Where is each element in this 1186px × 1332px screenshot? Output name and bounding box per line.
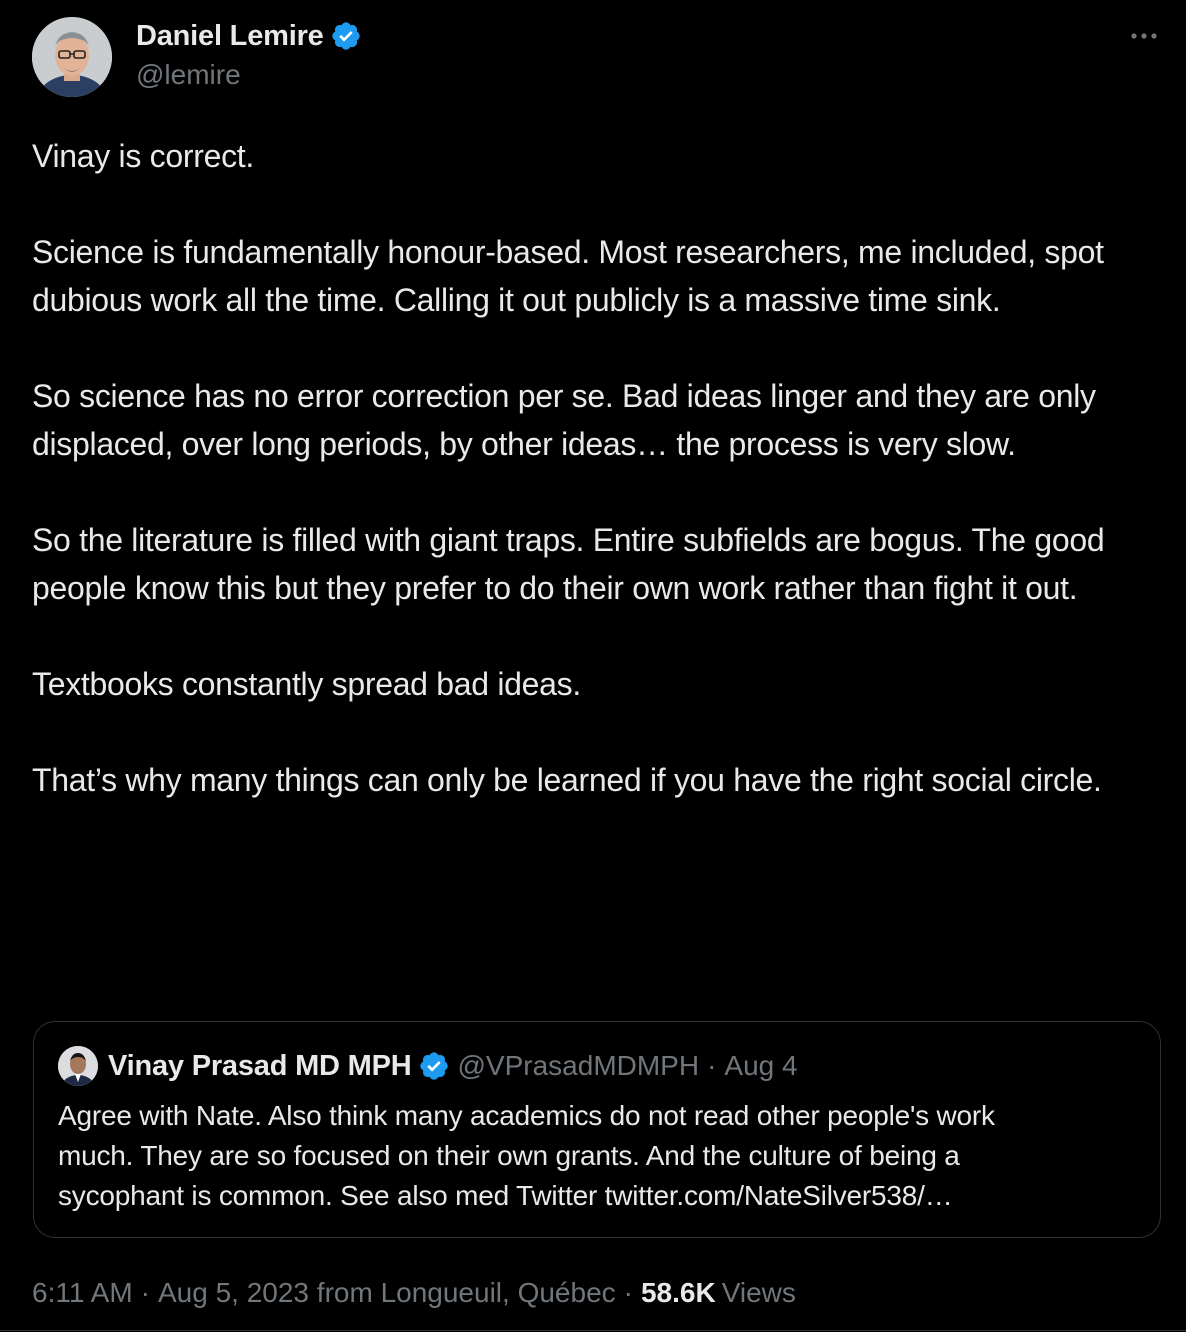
quoted-author-avatar[interactable] xyxy=(58,1046,98,1086)
tweet-paragraph: Science is fundamentally honour-based. Most researchers, me included, spot dubious work all the time. Calling it out publicly is a massive time sink. xyxy=(32,234,1104,318)
author-handle[interactable]: @lemire xyxy=(136,59,241,90)
tweet-meta xyxy=(32,1273,796,1313)
separator-dot: · xyxy=(140,1277,150,1308)
author-avatar-image xyxy=(32,17,112,97)
quoted-tweet-header xyxy=(58,1046,798,1086)
tweet-paragraph: Textbooks constantly spread bad ideas. xyxy=(32,666,581,702)
author-name[interactable]: Daniel Lemire xyxy=(136,19,324,52)
views-count[interactable]: 58.6K xyxy=(640,1277,716,1308)
separator-dot: · xyxy=(707,1050,717,1081)
quoted-author-handle[interactable]: @VPrasadMDMPH xyxy=(457,1050,700,1081)
quoted-tweet-text xyxy=(58,1096,1138,1216)
quoted-text-line-prefix: sycophant is common. See also med Twitter xyxy=(58,1180,605,1211)
quoted-author-name[interactable]: Vinay Prasad MD MPH xyxy=(108,1049,412,1082)
verified-badge-icon xyxy=(418,1050,450,1082)
more-options-button[interactable] xyxy=(1126,20,1162,52)
quoted-author-avatar-image xyxy=(58,1046,98,1086)
tweet-date-location[interactable]: Aug 5, 2023 from Longueuil, Québec xyxy=(157,1277,616,1308)
author-name-row xyxy=(136,18,362,54)
author-avatar[interactable] xyxy=(32,17,112,97)
separator-dot: · xyxy=(623,1277,633,1308)
tweet-time[interactable]: 6:11 AM xyxy=(32,1277,133,1308)
quoted-tweet-link[interactable]: twitter.com/NateSilver538/… xyxy=(604,1180,953,1211)
divider xyxy=(0,1330,1186,1331)
verified-badge-icon xyxy=(330,20,362,52)
tweet-paragraph: That’s why many things can only be learned if you have the right social circle. xyxy=(32,762,1102,798)
quoted-text-line: Agree with Nate. Also think many academics do not read other people's work xyxy=(58,1100,995,1131)
quoted-text-line xyxy=(58,1176,1138,1216)
tweet-text xyxy=(32,132,1172,804)
quoted-tweet-card[interactable] xyxy=(33,1021,1161,1238)
tweet-paragraph: Vinay is correct. xyxy=(32,138,254,174)
quoted-tweet-date[interactable]: Aug 4 xyxy=(724,1050,798,1081)
tweet-paragraph: So science has no error correction per se. Bad ideas linger and they are only displaced, over long periods, by other ideas… the process is very slow. xyxy=(32,378,1096,462)
tweet-paragraph: So the literature is filled with giant traps. Entire subfields are bogus. The good people know this but they prefer to do their own work rather than fight it out. xyxy=(32,522,1105,606)
views-label[interactable]: Views xyxy=(721,1277,796,1308)
quoted-text-line: much. They are so focused on their own grants. And the culture of being a xyxy=(58,1140,960,1171)
more-horizontal-icon xyxy=(1128,31,1160,41)
